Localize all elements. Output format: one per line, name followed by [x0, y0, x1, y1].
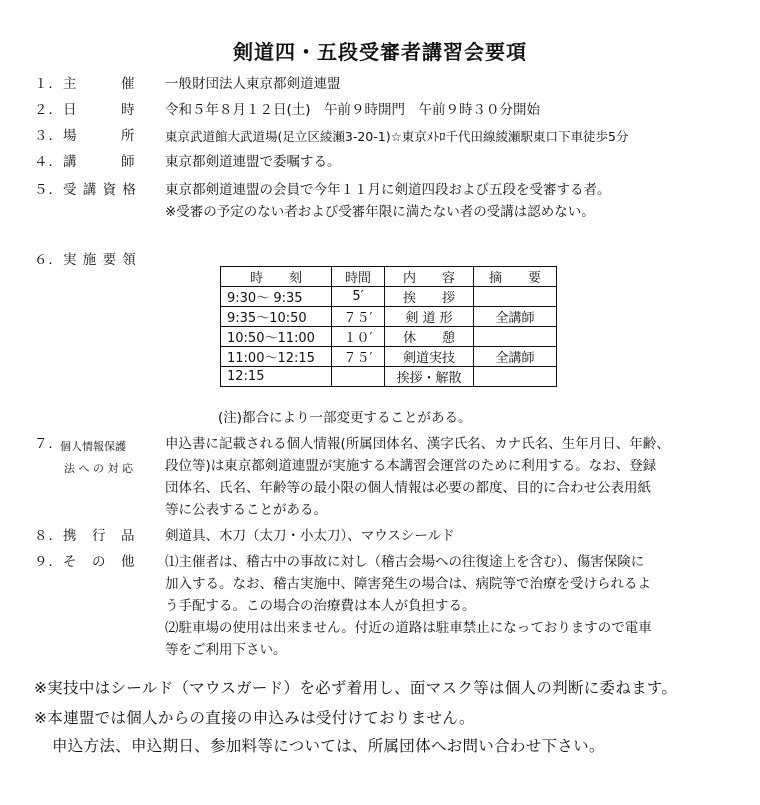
privacy-line-3: 団体名、氏名、年齢等の最小限の個人情報は必要の都度、目的に合わせ公表用紙 [165, 480, 651, 496]
table-row [221, 327, 557, 347]
organizer-label: １．主 催 [34, 76, 136, 92]
table-row [221, 367, 557, 387]
datetime-label: ２．日 時 [34, 102, 136, 118]
schedule-cell-content: 挨拶・解散 [385, 367, 474, 387]
other-line-2: 加入する。なお、稽古実施中、障害発生の場合は、病院等で治療を受けられるよ [165, 576, 651, 592]
table-row [221, 287, 557, 307]
schedule-header-duration: 時間 [332, 267, 385, 287]
privacy-label-line-2: 法 へ の 対 応 [64, 462, 133, 475]
schedule-table [220, 266, 557, 387]
schedule-cell-duration: １０′ [332, 327, 385, 347]
belongings-label: ８．携 行 品 [34, 528, 136, 544]
organizer-value: 一般財団法人東京都剣道連盟 [165, 76, 341, 92]
other-line-3: う手配する。この場合の治療費は本人が負担する。 [165, 598, 476, 614]
schedule-cell-time: 10:50～11:00 [221, 327, 332, 347]
schedule-cell-content: 休 憩 [385, 327, 474, 347]
schedule-cell-content: 挨 拶 [385, 287, 474, 307]
schedule-header-row [221, 267, 557, 287]
lecturer-value: 東京都剣道連盟で委嘱する。 [165, 154, 341, 170]
privacy-line-4: 等に公表することがある。 [165, 502, 327, 518]
schedule-header-time: 時 刻 [221, 267, 332, 287]
place-label: ３．場 所 [34, 128, 136, 144]
footer-notice-inquiry: 申込方法、申込期日、参加料等については、所属団体へお問い合わせ下さい。 [52, 737, 605, 755]
schedule-cell-remarks [474, 327, 557, 347]
schedule-cell-remarks: 全講師 [474, 347, 557, 367]
schedule-cell-remarks [474, 287, 557, 307]
table-row [221, 307, 557, 327]
privacy-label-line-1: 個人情報保護 [60, 440, 126, 453]
schedule-cell-time: 9:30～ 9:35 [221, 287, 332, 307]
schedule-cell-time: 9:35～10:50 [221, 307, 332, 327]
other-line-5: 等をご利用下さい。 [165, 642, 287, 658]
document-title: 剣道四・五段受審者講習会要項 [233, 40, 527, 64]
schedule-header-remarks: 摘 要 [474, 267, 557, 287]
schedule-cell-remarks [474, 367, 557, 387]
schedule-note: (注)都合により一部変更することがある。 [218, 410, 472, 426]
schedule-cell-time: 12:15 [221, 367, 332, 387]
schedule-header-content: 内 容 [385, 267, 474, 287]
privacy-line-1: 申込書に記載される個人情報(所属団体名、漢字氏名、カナ氏名、生年月日、年齢、 [165, 436, 670, 452]
schedule-cell-content: 剣 道 形 [385, 307, 474, 327]
other-line-1: ⑴主催者は、稽古中の事故に対し（稽古会場への往復途上を含む）、傷害保険に [165, 554, 645, 570]
schedule-cell-duration [332, 367, 385, 387]
place-value: 東京武道館大武道場(足立区綾瀬3-20-1)☆東京ﾒﾄﾛ千代田線綾瀬駅東口下車徒歩5分 [165, 129, 629, 144]
eligibility-line-1: 東京都剣道連盟の会員で今年１１月に剣道四段および五段を受審する者。 [165, 182, 611, 198]
other-label: ９．そ の 他 [34, 554, 136, 570]
schedule-cell-duration: ７５′ [332, 347, 385, 367]
footer-notice-application: ※本連盟では個人からの直接の申込みは受付けておりません。 [34, 709, 475, 727]
belongings-value: 剣道具、木刀（太刀・小太刀）、マウスシールド [165, 528, 455, 544]
eligibility-line-2: ※受審の予定のない者および受審年限に満たない者の受講は認めない。 [165, 204, 595, 220]
lecturer-label: ４．講 師 [34, 154, 136, 170]
privacy-label-prefix: ７． [34, 436, 63, 452]
table-row [221, 347, 557, 367]
footer-notice-shield: ※実技中はシールド（マウスガード）を必ず着用し、面マスク等は個人の判断に委ねます。 [34, 679, 678, 697]
privacy-line-2: 段位等)は東京都剣道連盟が実施する本講習会運営のために利用する。なお、登録 [165, 458, 657, 474]
other-line-4: ⑵駐車場の使用は出来ません。付近の道路は駐車禁止になっておりますので電車 [165, 620, 652, 636]
schedule-cell-duration: ７５′ [332, 307, 385, 327]
schedule-cell-duration: 5′ [332, 287, 385, 307]
schedule-cell-content: 剣道実技 [385, 347, 474, 367]
datetime-value: 令和５年８月１２日(土) 午前９時開門 午前９時３０分開始 [165, 102, 541, 118]
schedule-cell-time: 11:00～12:15 [221, 347, 332, 367]
procedure-label: ６．実 施 要 領 [34, 252, 137, 268]
schedule-cell-remarks: 全講師 [474, 307, 557, 327]
eligibility-label: ５．受 講 資 格 [34, 182, 137, 198]
